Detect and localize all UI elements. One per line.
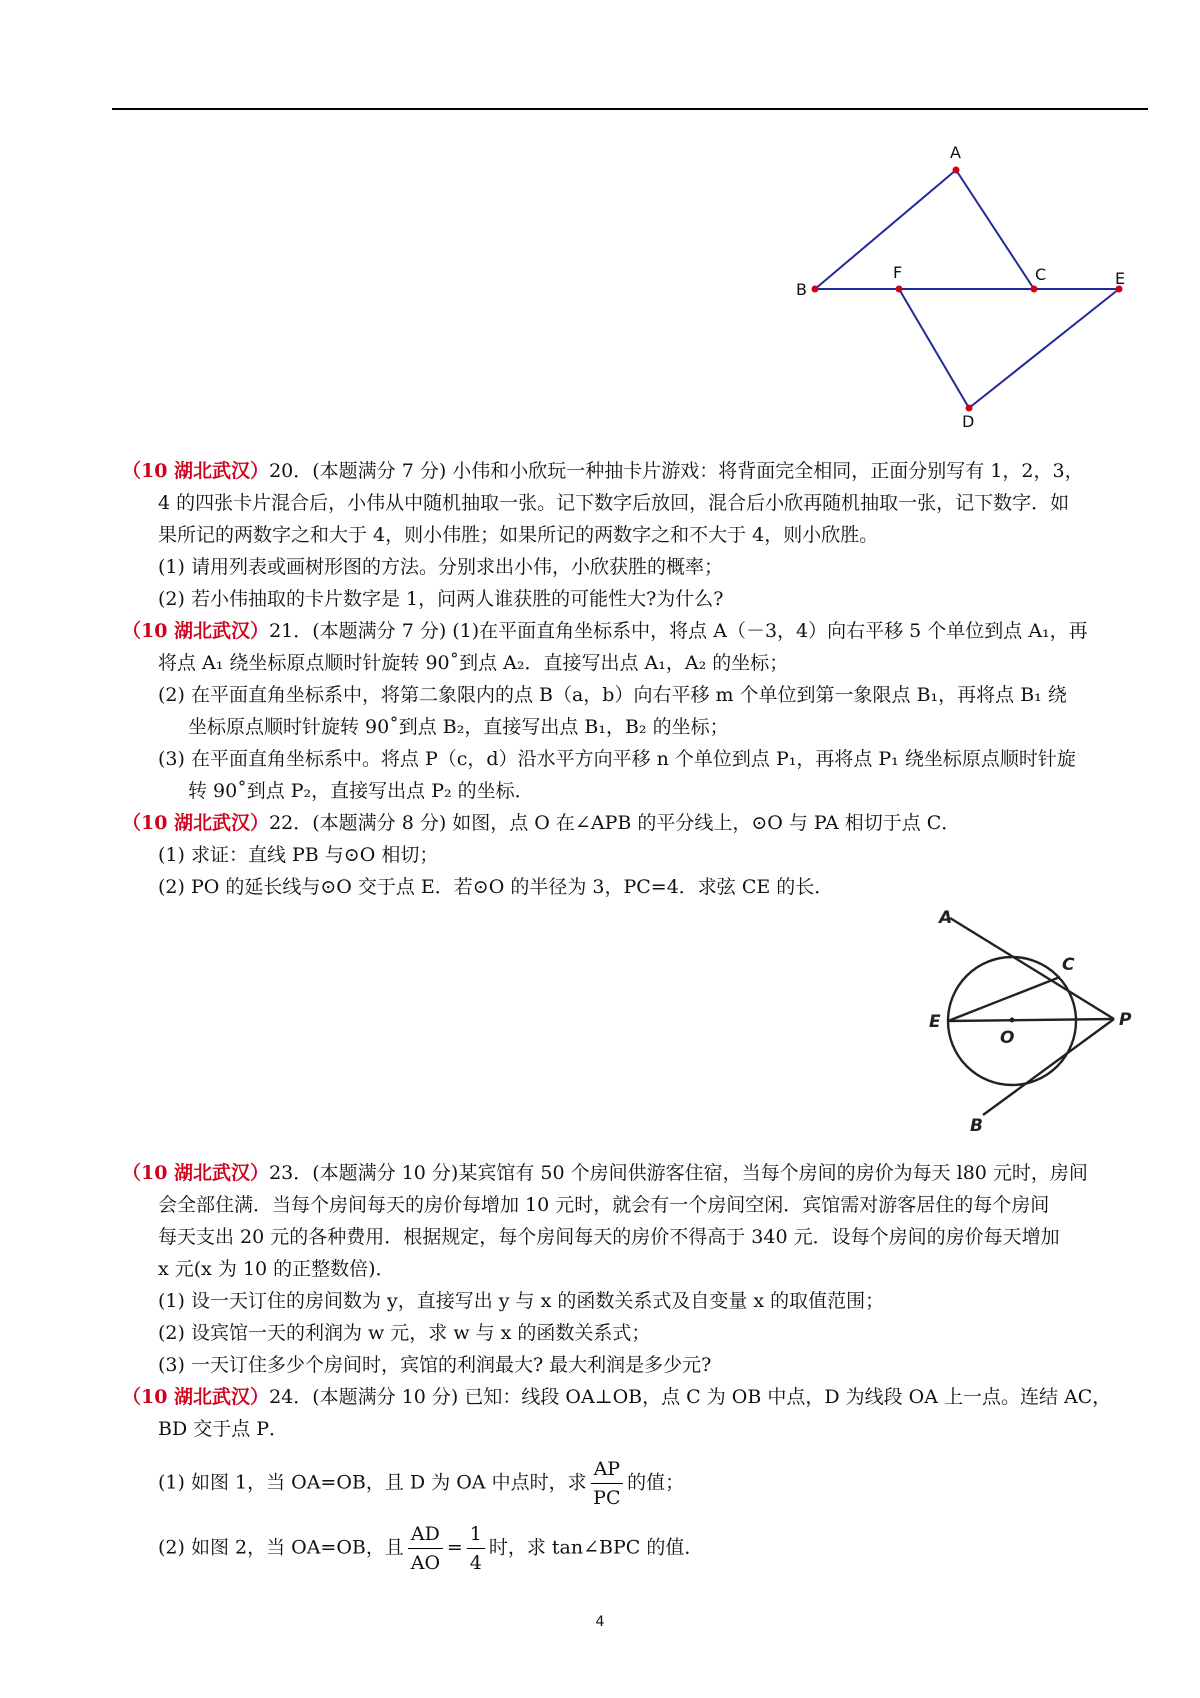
label-c: C [1062, 955, 1075, 975]
point-d [966, 405, 973, 412]
label-f: F [893, 263, 903, 282]
center-o [1010, 1018, 1015, 1023]
label-b: B [970, 1116, 983, 1135]
label-e: E [1115, 269, 1126, 288]
question-text: BD 交于点 P． [158, 1418, 289, 1440]
fraction-denominator: 4 [469, 1552, 482, 1574]
line-ep [948, 1019, 1114, 1021]
label-b: B [796, 280, 807, 299]
label-o: O [1000, 1028, 1015, 1048]
part-text: 时，求 tan∠BPC 的值． [488, 1536, 704, 1559]
question-part: (2) 若小伟抽取的卡片数字是 1，问两人谁获胜的可能性大?为什么? [158, 588, 724, 610]
part-text: (2) 如图 2，当 OA=OB，且 [158, 1536, 404, 1559]
fraction-numerator: AD [408, 1520, 443, 1549]
question-text: 4 的四张卡片混合后，小伟从中随机抽取一张。记下数字后放回，混合后小欣再随机抽取一张，记下数字．如 [158, 492, 1070, 514]
question-21 [122, 615, 1152, 807]
question-part: (1) 求证：直线 PB 与⊙O 相切； [158, 844, 439, 866]
question-24 [122, 1381, 1152, 1577]
label-c: C [1035, 265, 1047, 284]
chord-ce [948, 977, 1060, 1021]
part-text: (1) 如图 1，当 OA=OB，且 D 为 OA 中点时，求 [158, 1471, 587, 1494]
fraction-numerator: 1 [467, 1520, 485, 1549]
fraction-numerator: AP [591, 1455, 624, 1484]
question-source: （10 湖北武汉） [122, 460, 270, 482]
page-number: 4 [595, 1614, 605, 1630]
question-part: (3) 在平面直角坐标系中。将点 P（c，d）沿水平方向平移 n 个单位到点 P₁，再将点 P₁ 绕坐标原点顺时针旋 [158, 748, 1076, 770]
question-source: （10 湖北武汉） [122, 1162, 270, 1184]
label-p: P [1119, 1010, 1132, 1030]
question-text: 果所记的两数字之和大于 4，则小伟胜；如果所记的两数字之和不大于 4，则小欣胜。 [158, 524, 879, 546]
segment-ac [956, 170, 1034, 289]
segment-ed [969, 289, 1119, 408]
label-a: A [939, 908, 953, 928]
fraction-denominator: AO [410, 1552, 441, 1574]
question-22 [122, 807, 1152, 903]
label-e: E [929, 1012, 941, 1032]
question-text: 会全部住满．当每个房间每天的房价每增加 10 元时，就会有一个房间空闲．宾馆需对游客居住的每个房间 [158, 1194, 1050, 1216]
question-source: （10 湖北武汉） [122, 812, 270, 834]
question-part: (2) 设宾馆一天的利润为 w 元，求 w 与 x 的函数关系式； [158, 1322, 651, 1344]
equals-sign: = [446, 1536, 463, 1559]
part-text: 的值； [627, 1471, 685, 1494]
question-text: 24．(本题满分 10 分) 已知：线段 OA⊥OB，点 C 为 OB 中点，D 为线段 OA 上一点。连结 AC， [269, 1386, 1112, 1408]
question-20 [122, 455, 1152, 615]
fraction-ad-ao [408, 1520, 443, 1577]
label-d: D [962, 412, 975, 430]
question-23 [122, 1157, 1152, 1381]
question-text: 将点 A₁ 绕坐标原点顺时针旋转 90˚到点 A₂．直接写出点 A₁，A₂ 的坐标； [158, 652, 789, 674]
question-source: （10 湖北武汉） [122, 1386, 270, 1408]
question-text: 23．(本题满分 10 分)某宾馆有 50 个房间供游客住宿，当每个房间的房价为每天 l80 元时，房间 [269, 1162, 1088, 1184]
point-a [953, 167, 960, 174]
question-part: (1) 请用列表或画树形图的方法。分别求出小伟，小欣获胜的概率； [158, 556, 723, 578]
question-part: (3) 一天订住多少个房间时，宾馆的利润最大? 最大利润是多少元? [158, 1354, 712, 1376]
fraction-ap-pc [591, 1455, 624, 1512]
point-b [812, 286, 819, 293]
question-part: (2) 在平面直角坐标系中，将第二象限内的点 B（a，b）向右平移 m 个单位到第一象限点 B₁，再将点 B₁ 绕 [158, 684, 1067, 706]
geometry-figure-2 [915, 905, 1155, 1135]
question-source: （10 湖北武汉） [122, 620, 270, 642]
question-part: (1) 设一天订住的房间数为 y，直接写出 y 与 x 的函数关系式及自变量 x 的取值范围； [158, 1290, 885, 1312]
question-part: (2) PO 的延长线与⊙O 交于点 E．若⊙O 的半径为 3，PC=4．求弦 CE 的长． [158, 876, 834, 898]
point-f [896, 286, 903, 293]
question-text: 21．(本题满分 7 分) (1)在平面直角坐标系中，将点 A（－3，4）向右平移 5 个单位到点 A₁，再 [269, 620, 1088, 642]
question-part-2 [122, 1520, 1152, 1577]
segment-ab [815, 170, 956, 289]
question-text: x 元(x 为 10 的正整数倍)． [158, 1258, 395, 1280]
label-a: A [950, 143, 961, 162]
header-rule [112, 108, 1148, 110]
question-text: 22．(本题满分 8 分) 如图，点 O 在∠APB 的平分线上，⊙O 与 PA 相切于点 C． [269, 812, 961, 834]
fraction-denominator: PC [593, 1487, 621, 1509]
question-text: 20．(本题满分 7 分) 小伟和小欣玩一种抽卡片游戏：将背面完全相同，正面分别写有 1，2，3， [269, 460, 1084, 482]
question-part: 转 90˚到点 P₂，直接写出点 P₂ 的坐标． [188, 780, 534, 802]
question-part: 坐标原点顺时针旋转 90˚到点 B₂，直接写出点 B₁，B₂ 的坐标； [188, 716, 729, 738]
segment-fd [899, 289, 969, 408]
geometry-figure-1 [780, 140, 1140, 430]
point-c [1031, 286, 1038, 293]
question-text: 每天支出 20 元的各种费用．根据规定，每个房间每天的房价不得高于 340 元．设每个房间的房价每天增加 [158, 1226, 1060, 1248]
fraction-one-quarter [467, 1520, 485, 1577]
question-part-1 [122, 1455, 1152, 1512]
